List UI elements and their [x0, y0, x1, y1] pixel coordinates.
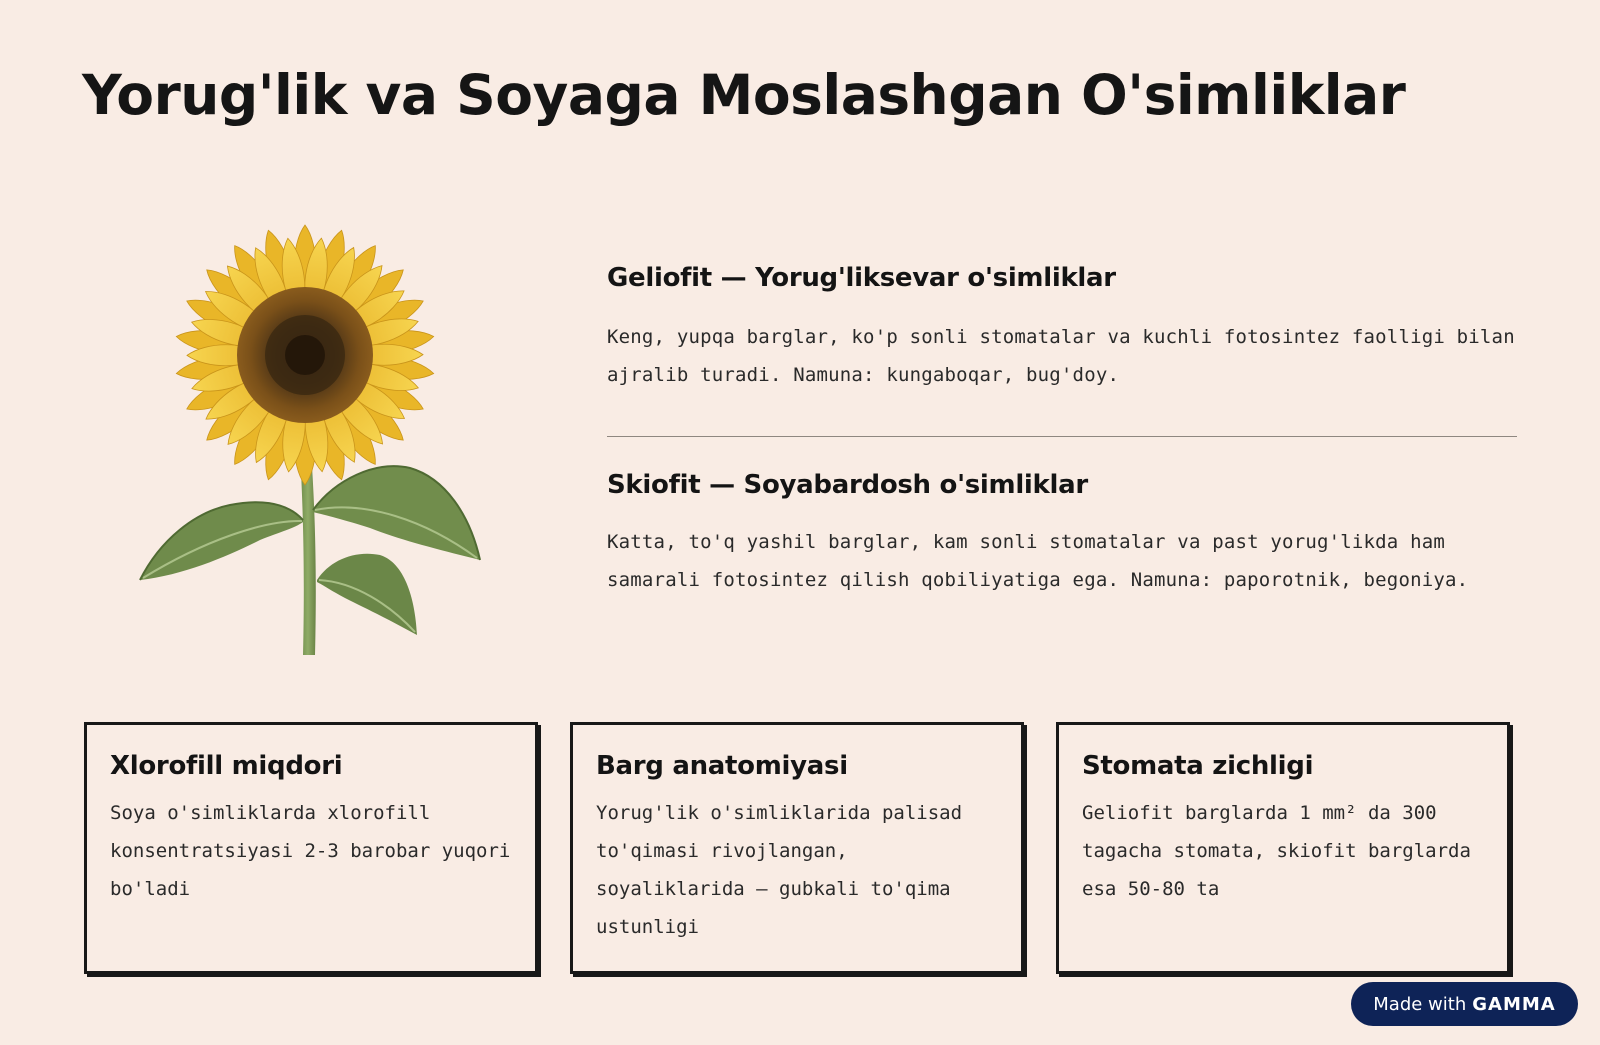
card-body: Yorug'lik o'simliklarida palisad to'qimasi rivojlangan, soyaliklarida — gubkali to'qima ustunligi: [596, 802, 963, 939]
gamma-logo: GAMMA: [1472, 993, 1556, 1015]
card-title: Stomata zichligi: [1082, 751, 1314, 781]
card-xlorofill: [84, 722, 538, 974]
sunflower-icon: [135, 210, 485, 660]
section-heading: Skiofit — Soyabardosh o'simliklar: [607, 470, 1088, 500]
card-body: Geliofit barglarda 1 mm² da 300 tagacha stomata, skiofit barglarda esa 50-80 ta: [1082, 802, 1471, 901]
section-body: Katta, to'q yashil barglar, kam sonli stomatalar va past yorug'likda ham samarali fotosintez qilish qobiliyatiga ega. Namuna: paporotnik, begoniya.: [607, 531, 1469, 592]
card-title: Xlorofill miqdori: [110, 751, 343, 781]
leaf-left: [140, 502, 303, 580]
badge-prefix: Made with: [1373, 993, 1467, 1015]
card-stomata: [1056, 722, 1510, 974]
page-title: Yorug'lik va Soyaga Moslashgan O'simliklar: [82, 63, 1406, 127]
section-heading: Geliofit — Yorug'liksevar o'simliklar: [607, 263, 1116, 293]
section-skiofit: [607, 470, 1517, 599]
card-body: Soya o'simliklarda xlorofill konsentratsiyasi 2-3 barobar yuqori bo'ladi: [110, 802, 511, 901]
leaf-right: [313, 466, 480, 560]
made-with-gamma-badge[interactable]: [1351, 982, 1578, 1026]
section-geliofit: [607, 263, 1517, 394]
card-barg-anatomiyasi: [570, 722, 1024, 974]
section-body: Keng, yupqa barglar, ko'p sonli stomatalar va kuchli fotosintez faolligi bilan ajralib turadi. Namuna: kungaboqar, bug'doy.: [607, 326, 1515, 387]
card-title: Barg anatomiyasi: [596, 751, 848, 781]
divider: [607, 436, 1517, 437]
leaf-lower: [317, 554, 417, 635]
sunflower-illustration: [135, 210, 485, 660]
